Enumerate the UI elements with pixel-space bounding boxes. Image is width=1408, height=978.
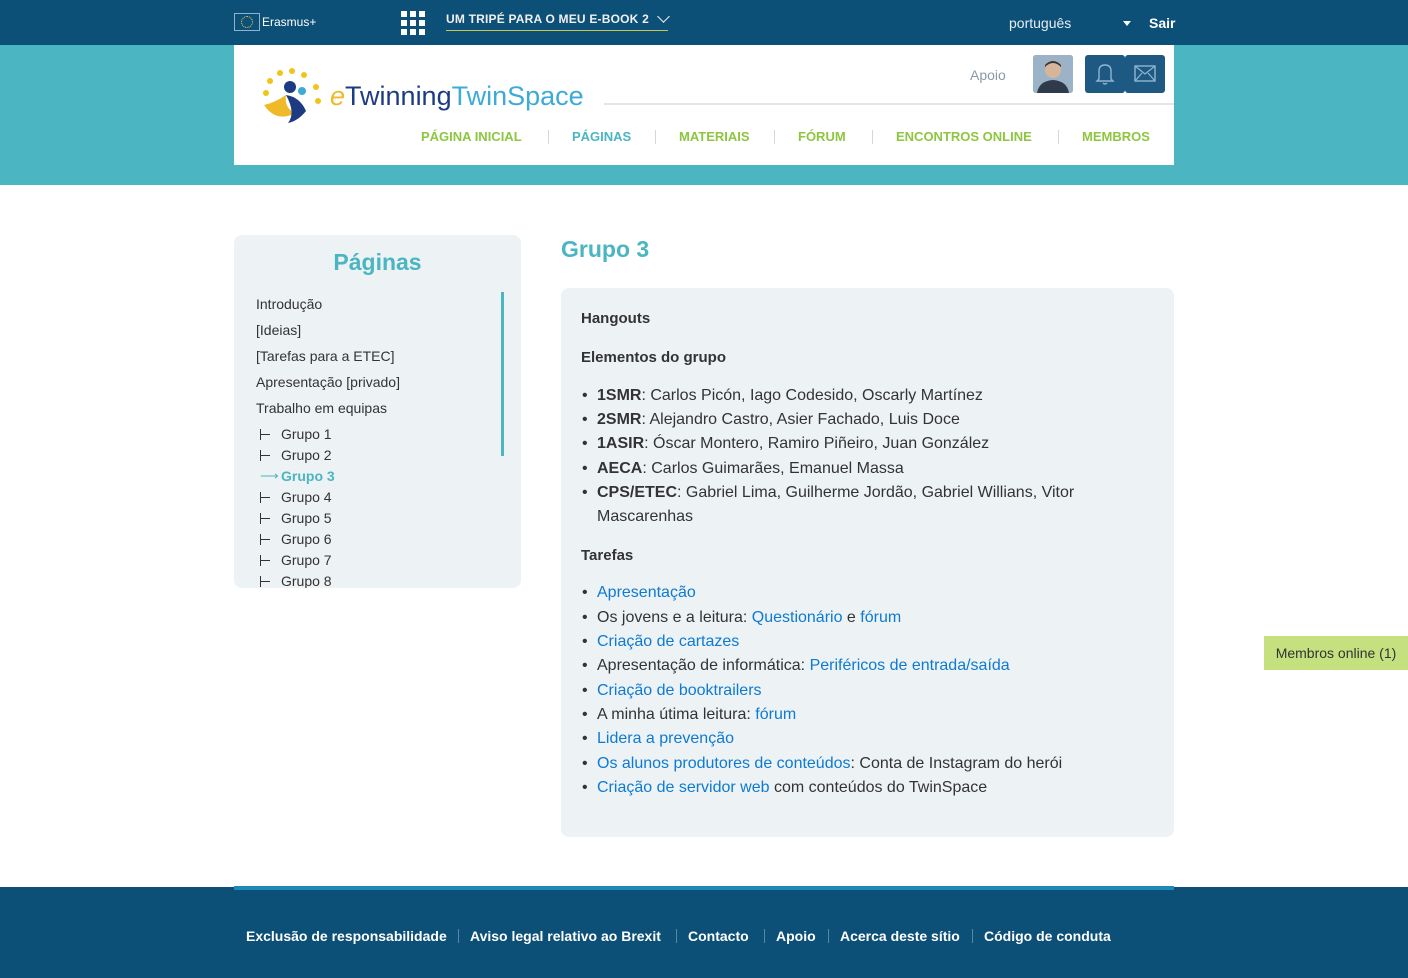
nav-members[interactable]: MEMBROS	[1082, 129, 1150, 144]
forum-link[interactable]: fórum	[755, 706, 797, 723]
notifications-button[interactable]	[1085, 55, 1125, 93]
nav-home[interactable]: PÁGINA INICIAL	[421, 129, 522, 144]
apps-grid-icon[interactable]	[401, 11, 425, 35]
task-link[interactable]: Criação de cartazes	[597, 633, 740, 650]
sidebar-item[interactable]: [Tarefas para a ETEC]	[256, 348, 395, 364]
sidebar-subitem[interactable]	[260, 531, 332, 547]
nav-pages[interactable]: PÁGINAS	[572, 129, 632, 144]
online-members-tab[interactable]: Membros online (1)	[1264, 636, 1408, 670]
page-title: Grupo 3	[561, 236, 650, 262]
tasks-heading: Tarefas	[581, 547, 634, 564]
bell-icon	[1085, 55, 1125, 93]
task-item	[597, 730, 734, 748]
sidebar-subitem-label: Grupo 4	[281, 489, 332, 505]
member-group-item: • CPS/ETEC: Gabriel Lima, Guilherme Jordão, Gabriel Willians, Vitor	[597, 484, 1074, 502]
task-item: • Os alunos produtores de conteúdos: Conta de Instagram do herói	[597, 755, 1062, 773]
questionnaire-link[interactable]: Questionário	[751, 609, 843, 626]
top-bar	[0, 0, 1408, 45]
header	[234, 45, 1174, 165]
sidebar-subitem[interactable]	[260, 489, 332, 505]
header-divider	[604, 103, 1174, 105]
sidebar-subitem-label: Grupo 3	[281, 468, 335, 484]
sidebar-subitem[interactable]	[260, 447, 332, 463]
erasmus-logo[interactable]	[234, 13, 316, 31]
task-link[interactable]: Os alunos produtores de conteúdos	[597, 755, 851, 772]
caret-down-icon	[1123, 21, 1131, 26]
footer-about-link[interactable]: Acerca deste sítio	[840, 928, 960, 944]
sidebar-item[interactable]: [Ideias]	[256, 322, 302, 338]
tree-branch-icon	[260, 429, 272, 440]
avatar-photo-icon	[1033, 55, 1073, 93]
footer-brexit-link[interactable]: Aviso legal relativo ao Brexit	[470, 928, 661, 944]
sidebar-subitem[interactable]	[260, 552, 332, 568]
sidebar-subitem-label: Grupo 5	[281, 510, 332, 526]
member-group-item: • AECA: Carlos Guimarães, Emanuel Massa	[597, 460, 904, 478]
sidebar-scrollbar[interactable]	[501, 292, 504, 456]
messages-button[interactable]	[1125, 55, 1165, 93]
nav-online-meetings[interactable]: ENCONTROS ONLINE	[896, 129, 1032, 144]
sidebar-subitem-label: Grupo 8	[281, 573, 332, 588]
twinspace-selector[interactable]	[446, 12, 668, 31]
eu-flag-icon	[234, 13, 260, 31]
members-heading: Elementos do grupo	[581, 349, 727, 366]
sidebar-title: Páginas	[333, 249, 422, 275]
task-item	[597, 633, 739, 651]
content-card	[561, 288, 1174, 837]
task-item: • Apresentação de informática: Periféricos de entrada/saída	[597, 657, 1010, 675]
footer-disclaimer-link[interactable]: Exclusão de responsabilidade	[246, 928, 447, 944]
tree-branch-icon	[260, 555, 272, 566]
sidebar-item[interactable]: Introdução	[256, 296, 323, 312]
nav-separator	[774, 130, 775, 144]
member-group-item: • 1SMR: Carlos Picón, Iago Codesido, Oscarly Martínez	[597, 387, 983, 405]
member-group-continuation: Mascarenhas	[597, 508, 694, 525]
member-group-item: • 1ASIR: Óscar Montero, Ramiro Piñeiro, Juan González	[597, 435, 989, 453]
task-item	[597, 584, 696, 602]
sidebar-subitem-label: Grupo 7	[281, 552, 332, 568]
task-item: • A minha útima leitura: fórum	[597, 706, 796, 724]
language-value: português	[1009, 15, 1072, 31]
tree-branch-icon	[260, 492, 272, 503]
nav-materials[interactable]: MATERIAIS	[679, 129, 750, 144]
task-link[interactable]: Apresentação	[597, 584, 696, 601]
forum-link[interactable]: fórum	[860, 609, 902, 626]
arrow-right-icon: ⟶	[260, 468, 279, 483]
etwinning-wordmark: eTwinningTwinSpace	[330, 81, 584, 111]
sidebar-subitem-label: Grupo 2	[281, 447, 332, 463]
nav-separator	[655, 130, 656, 144]
sidebar-subitem-label: Grupo 6	[281, 531, 332, 547]
task-link[interactable]: Criação de servidor web	[597, 779, 770, 796]
tree-branch-icon	[260, 576, 272, 587]
task-item: • Os jovens e a leitura: Questionário e fórum	[597, 609, 901, 627]
sidebar-subitem-active[interactable]	[260, 468, 335, 484]
footer-separator	[764, 929, 765, 943]
member-group-item: • 2SMR: Alejandro Castro, Asier Fachado, Luis Doce	[597, 411, 960, 429]
task-item	[597, 682, 762, 700]
language-select[interactable]	[1009, 15, 1131, 31]
sidebar-subitem[interactable]	[260, 510, 332, 526]
nav-separator	[1058, 130, 1059, 144]
envelope-icon	[1125, 55, 1165, 93]
logout-link[interactable]: Sair	[1149, 15, 1176, 31]
sidebar-subitem-label: Grupo 1	[281, 426, 332, 442]
nav-separator	[872, 130, 873, 144]
tree-branch-icon	[260, 450, 272, 461]
sidebar-subitem[interactable]	[260, 573, 332, 588]
user-avatar[interactable]	[1033, 55, 1073, 93]
pages-sidebar	[234, 235, 521, 588]
footer-conduct-link[interactable]: Código de conduta	[984, 928, 1111, 944]
footer-accent-line	[234, 886, 1174, 890]
task-link[interactable]: Lidera a prevenção	[597, 730, 734, 747]
erasmus-label: Erasmus+	[262, 15, 317, 29]
task-link[interactable]: Criação de booktrailers	[597, 682, 762, 699]
twinspace-title: UM TRIPÉ PARA O MEU E-BOOK 2	[446, 12, 649, 26]
sidebar-item[interactable]: Apresentação [privado]	[256, 374, 400, 390]
footer-support-link[interactable]: Apoio	[776, 928, 816, 944]
footer-separator	[972, 929, 973, 943]
nav-forum[interactable]: FÓRUM	[798, 129, 846, 144]
support-link[interactable]: Apoio	[970, 67, 1006, 83]
sidebar-item[interactable]: Trabalho em equipas	[256, 400, 388, 416]
chevron-down-icon	[657, 10, 670, 23]
sidebar-subitem[interactable]	[260, 426, 332, 442]
footer-separator	[676, 929, 677, 943]
nav-separator	[548, 130, 549, 144]
tree-branch-icon	[260, 513, 272, 524]
footer-contact-link[interactable]: Contacto	[688, 928, 749, 944]
tree-branch-icon	[260, 534, 272, 545]
footer-separator	[458, 929, 459, 943]
task-item: • Criação de servidor web com conteúdos do TwinSpace	[597, 779, 987, 797]
footer-separator	[828, 929, 829, 943]
task-link[interactable]: Periféricos de entrada/saída	[809, 657, 1010, 674]
hangouts-link[interactable]: Hangouts	[581, 310, 651, 327]
